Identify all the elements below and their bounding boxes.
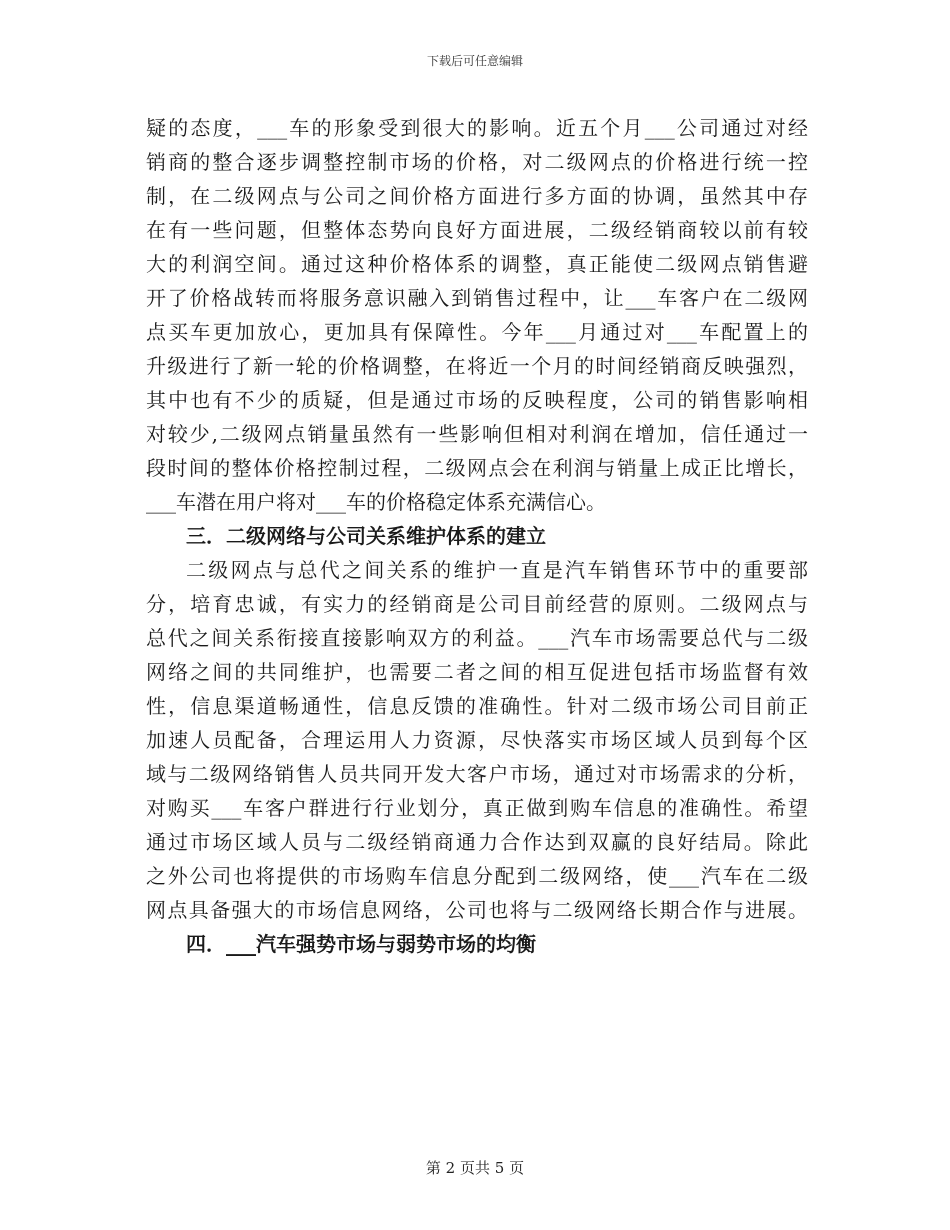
text-line: 网络之间的共同维护，也需要二者之间的相互促进包括市场监督有效 xyxy=(146,660,808,684)
text-line: ___车潜在用户将对___车的价格稳定体系充满信心。 xyxy=(146,490,606,514)
paragraph-network-relations xyxy=(146,553,808,927)
text-line: 性，信息渠道畅通性，信息反馈的准确性。针对二级市场公司目前正 xyxy=(146,694,808,718)
text-line: 大的利润空间。通过这种价格体系的调整，真正能使二级网点销售避 xyxy=(146,252,808,276)
text-line: 制，在二级网点与公司之间价格方面进行多方面的协调，虽然其中存 xyxy=(146,184,808,208)
text-line: 其中也有不少的质疑，但是通过市场的反映程度，公司的销售影响相 xyxy=(146,388,808,412)
section-heading-3: 三．二级网络与公司关系维护体系的建立 xyxy=(186,524,546,548)
text-line: 开了价格战转而将服务意识融入到销售过程中，让___车客户在二级网 xyxy=(146,286,808,310)
text-line: 分，培育忠诚，有实力的经销商是公司目前经营的原则。二级网点与 xyxy=(146,592,808,616)
text-line: 总代之间关系衔接直接影响双方的利益。___汽车市场需要总代与二级 xyxy=(146,626,808,650)
document-body xyxy=(146,111,808,961)
text-line: 疑的态度，___车的形象受到很大的影响。近五个月___公司通过对经 xyxy=(146,116,808,140)
text-line: 在有一些问题，但整体态势向良好方面进展，二级经销商较以前有较 xyxy=(146,218,808,242)
page-footer: 第 2 页共 5 页 xyxy=(425,1159,525,1177)
paragraph-price-control xyxy=(146,111,808,519)
text-line: 对较少,二级网点销量虽然有一些影响但相对利润在增加，信任通过一 xyxy=(146,422,808,446)
text-line: 网点具备强大的市场信息网络，公司也将与二级网络长期合作与进展。 xyxy=(146,898,808,922)
text-line: 销商的整合逐步调整控制市场的价格，对二级网点的价格进行统一控 xyxy=(146,150,808,174)
text-line: 通过市场区域人员与二级经销商通力合作达到双赢的良好结局。除此 xyxy=(146,830,808,854)
text-line: 段时间的整体价格控制过程，二级网点会在利润与销量上成正比增长， xyxy=(146,456,808,480)
text-line: 升级进行了新一轮的价格调整，在将近一个月的时间经销商反映强烈， xyxy=(146,354,808,378)
text-line: 加速人员配备，合理运用人力资源，尽快落实市场区域人员到每个区 xyxy=(146,728,808,752)
section-heading-4: 四．___汽车强势市场与弱势市场的均衡 xyxy=(186,932,536,956)
page-header: 下载后可任意编辑 xyxy=(426,54,523,68)
text-line: 之外公司也将提供的市场购车信息分配到二级网络，使___汽车在二级 xyxy=(146,864,808,888)
text-line: 域与二级网络销售人员共同开发大客户市场，通过对市场需求的分析， xyxy=(146,762,808,786)
text-line: 二级网点与总代之间关系的维护一直是汽车销售环节中的重要部 xyxy=(186,558,808,582)
text-line: 点买车更加放心，更加具有保障性。今年___月通过对___车配置上的 xyxy=(146,320,808,344)
text-line: 对购买___车客户群进行行业划分，真正做到购车信息的准确性。希望 xyxy=(146,796,808,820)
